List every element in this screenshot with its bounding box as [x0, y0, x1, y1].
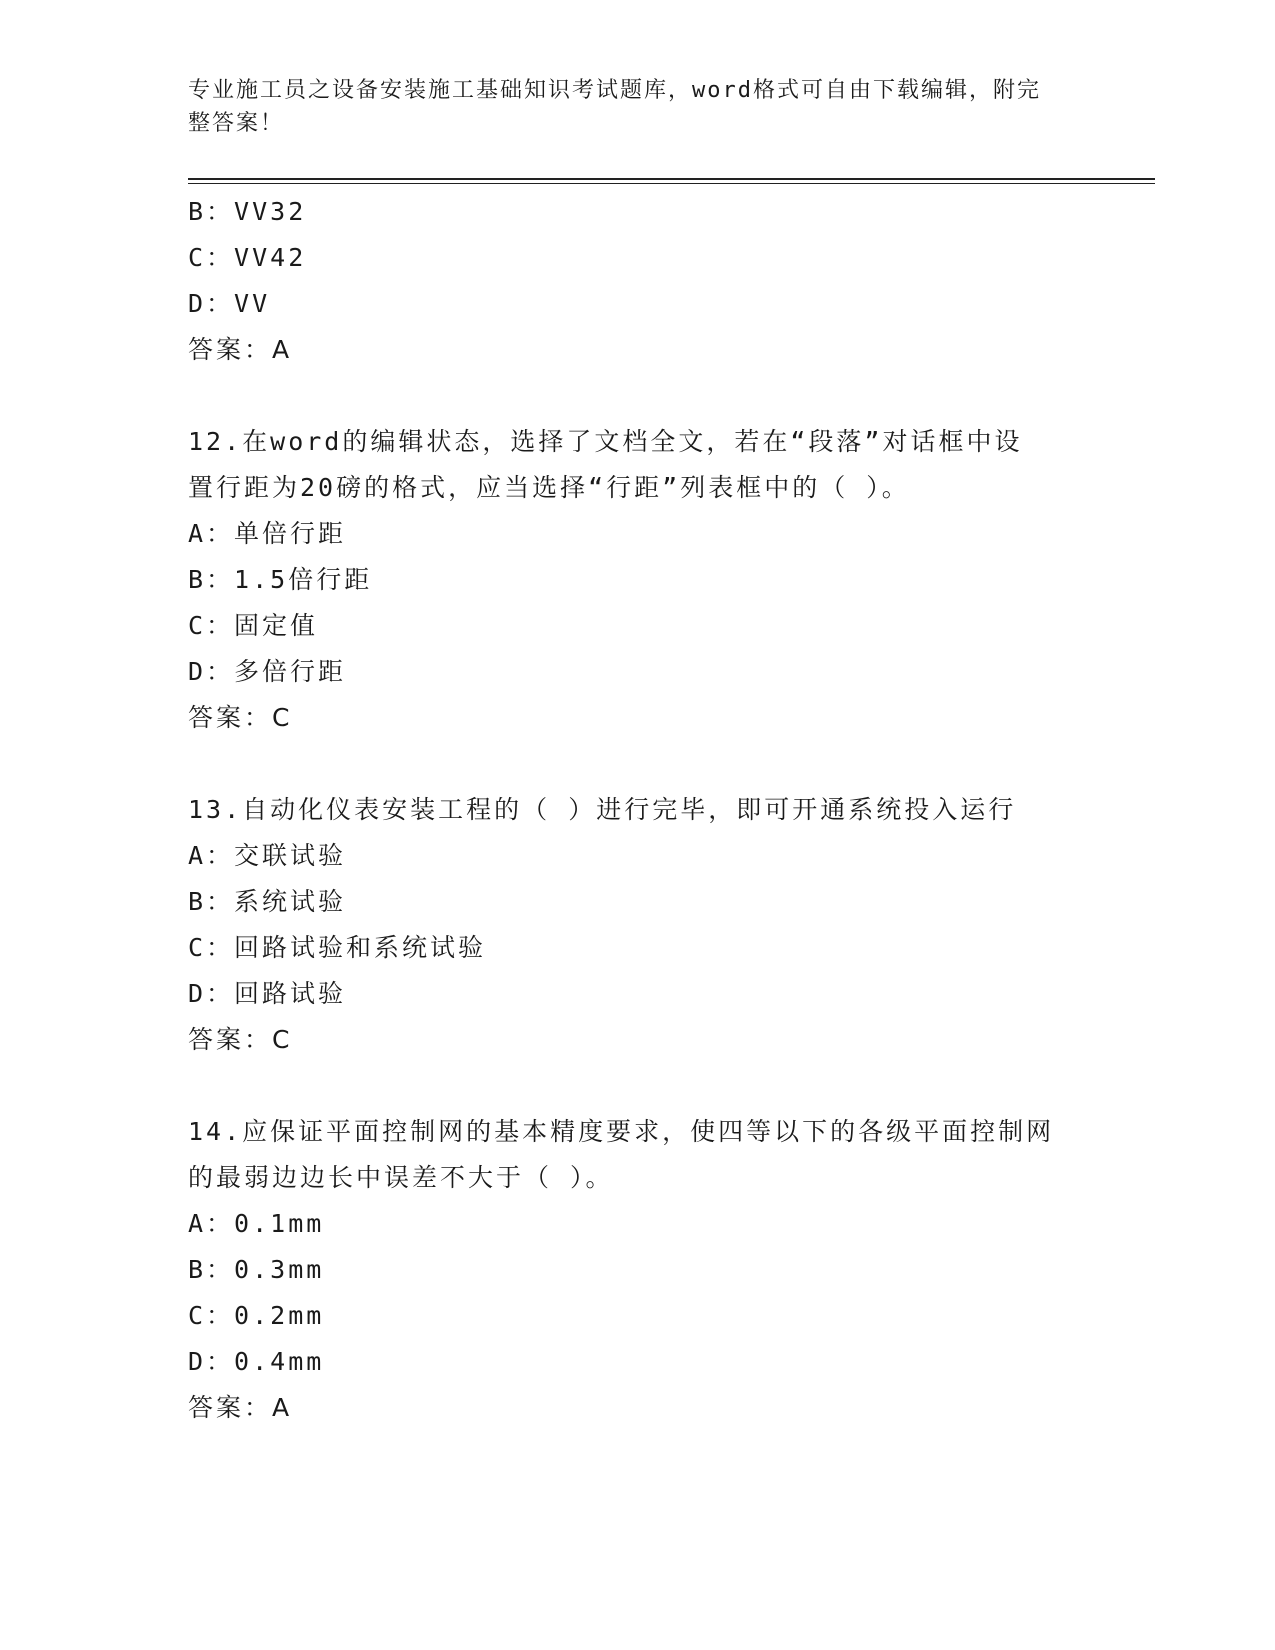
answer: 答案：A	[188, 1393, 293, 1422]
header-divider-thin	[188, 183, 1155, 184]
answer: 答案：C	[188, 1025, 293, 1054]
header-divider-thick	[188, 178, 1155, 180]
question-stem: 13.自动化仪表安装工程的（ ）进行完毕，即可开通系统投入运行	[188, 795, 1017, 824]
option-b: B：0.3mm	[188, 1255, 325, 1284]
option-d: D：0.4mm	[188, 1347, 325, 1376]
question-list	[188, 189, 1088, 1431]
question-stem: 置行距为20磅的格式，应当选择“行距”列表框中的（ ）。	[188, 473, 910, 502]
header-line-2: 整答案！	[188, 111, 285, 136]
option-d: D：多倍行距	[188, 657, 347, 686]
question-14	[188, 1109, 1088, 1431]
option-a: A：单倍行距	[188, 519, 347, 548]
question-continuation	[188, 189, 1088, 373]
option-c: C：0.2mm	[188, 1301, 325, 1330]
document-header	[188, 74, 1068, 140]
option-b: B：1.5倍行距	[188, 565, 373, 594]
question-stem: 14.应保证平面控制网的基本精度要求，使四等以下的各级平面控制网	[188, 1117, 1055, 1146]
option-b: B：VV32	[188, 197, 307, 226]
option-c: C：固定值	[188, 611, 319, 640]
option-d: D：回路试验	[188, 979, 347, 1008]
option-a: A：交联试验	[188, 841, 347, 870]
question-stem: 12.在word的编辑状态，选择了文档全文，若在“段落”对话框中设	[188, 427, 1023, 456]
option-c: C：回路试验和系统试验	[188, 933, 487, 962]
option-a: A：0.1mm	[188, 1209, 325, 1238]
option-d: D：VV	[188, 289, 271, 318]
option-c: C：VV42	[188, 243, 307, 272]
header-line-1: 专业施工员之设备安装施工基础知识考试题库，word格式可自由下载编辑，附完	[188, 78, 1041, 103]
question-stem: 的最弱边边长中误差不大于（ ）。	[188, 1163, 614, 1192]
option-b: B：系统试验	[188, 887, 347, 916]
question-12	[188, 419, 1088, 741]
answer: 答案：C	[188, 703, 293, 732]
answer: 答案：A	[188, 335, 293, 364]
question-13	[188, 787, 1088, 1063]
